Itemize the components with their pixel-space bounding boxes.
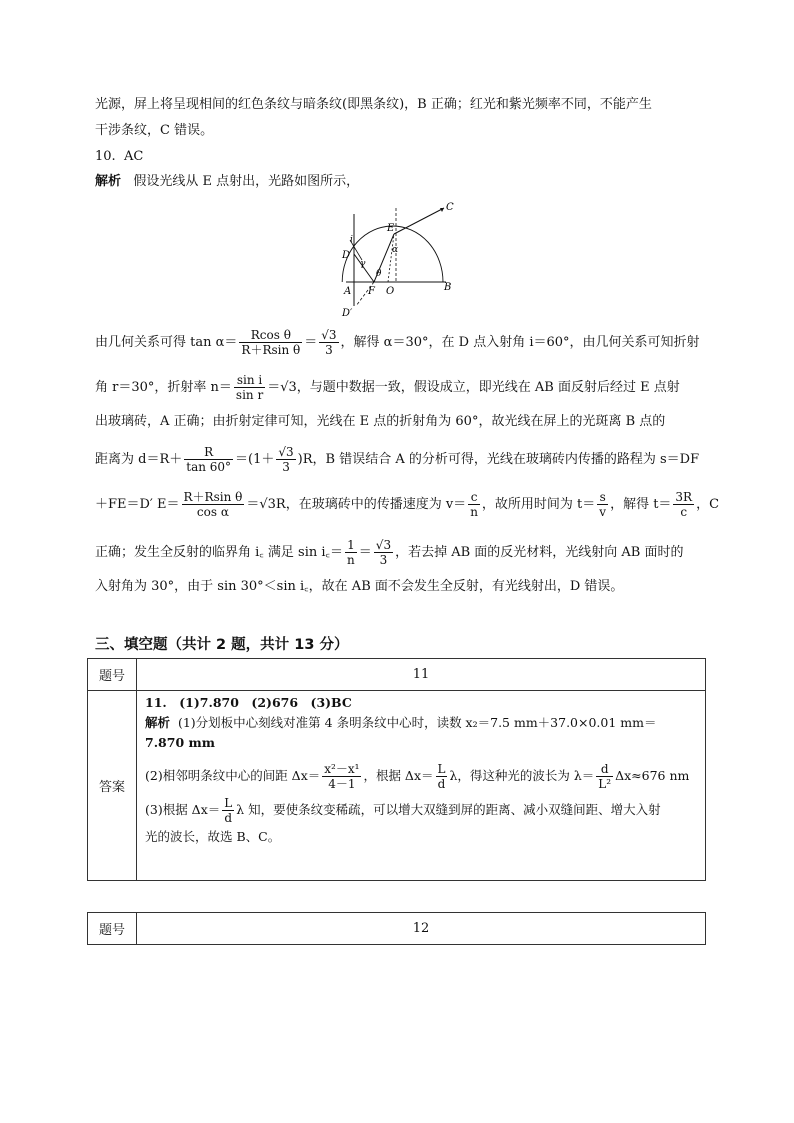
- fraction: [436, 762, 448, 791]
- text: ＝: [358, 545, 372, 560]
- label-C: C: [446, 202, 454, 213]
- text: ＝√3R，在玻璃砖中的传播速度为 v＝: [246, 497, 467, 512]
- text: ，解得 t＝: [610, 497, 672, 512]
- question-number: 10.: [95, 149, 116, 164]
- answer-table-12: [87, 912, 706, 945]
- fraction: [319, 328, 338, 357]
- numerator: c: [468, 490, 480, 505]
- denominator: c: [680, 505, 688, 519]
- label-O: O: [386, 286, 395, 297]
- table-header-value: 11: [137, 659, 706, 691]
- label-alpha: α: [392, 245, 399, 255]
- label-E: E: [387, 223, 395, 234]
- label-theta: θ: [376, 269, 382, 279]
- numerator: sin i: [234, 373, 265, 388]
- fraction: [276, 445, 295, 474]
- text-line: 光源，屏上将呈现相间的红色条纹与暗条纹(即黑条纹)，B 正确；红光和紫光频率不同，不能产生: [95, 97, 652, 112]
- fraction: [182, 490, 245, 519]
- text: (2)相邻明条纹中心的间距 Δx＝: [145, 768, 321, 783]
- numerator: √3: [278, 445, 294, 459]
- fraction: [596, 762, 613, 791]
- table-header-value: 12: [137, 913, 706, 945]
- text: λ，得这种光的波长为 λ＝: [449, 768, 595, 783]
- denominator: sin r: [235, 388, 264, 402]
- numerator: L: [224, 796, 233, 810]
- numerator: d: [596, 762, 613, 777]
- numerator: s: [597, 490, 608, 505]
- fraction: [374, 538, 393, 567]
- fraction: [322, 762, 361, 791]
- label-B: B: [444, 282, 452, 293]
- label-Dprime: D′: [342, 308, 353, 319]
- fraction: [234, 373, 265, 402]
- text: 距离为 d＝R＋: [95, 452, 183, 467]
- analysis-line-2: [95, 373, 680, 402]
- text: (3)根据 Δx＝: [145, 802, 221, 817]
- section-title: 三、填空题（共计 2 题，共计 13 分）: [95, 637, 349, 653]
- label-A: A: [344, 286, 352, 297]
- answer-line: [145, 713, 697, 733]
- analysis-label: 解析: [95, 174, 122, 189]
- numerator: 1: [345, 538, 357, 553]
- text: ＝(1＋: [235, 452, 275, 467]
- numerator: R: [184, 445, 233, 460]
- answer-line: 7.870 mm: [145, 735, 215, 750]
- fraction: [222, 796, 234, 825]
- analysis-line-6: [95, 538, 684, 567]
- text: ，若去掉 AB 面的反光材料，光线射向 AB 面时的: [395, 545, 684, 560]
- text: 由几何关系可得 tan α＝: [95, 335, 238, 350]
- label-gamma: γ: [360, 259, 366, 269]
- answer-content: [137, 691, 706, 881]
- denominator: L²: [598, 777, 612, 791]
- label-i: i: [350, 235, 353, 245]
- text: )R，B 错误结合 A 的分析可得，光线在玻璃砖内传播的路程为 s＝DF: [297, 452, 700, 467]
- numerator: L: [437, 762, 446, 776]
- text: 正确；发生全反射的临界角 i꜀ 满足 sin i꜀＝: [95, 545, 344, 560]
- text: ，C: [696, 497, 720, 512]
- analysis-line-7: 入射角为 30°，由于 sin 30°＜sin i꜀，故在 AB 面不会发生全反射，有光线射出，D 错误。: [95, 579, 624, 594]
- fraction: [468, 490, 480, 519]
- text: 角 r＝30°，折射率 n＝: [95, 380, 232, 395]
- fraction: [673, 490, 694, 519]
- text: ，解得 α＝30°，在 D 点入射角 i＝60°，由几何关系可知折射: [340, 335, 700, 350]
- answer-line: [145, 759, 697, 793]
- denominator: n: [470, 505, 478, 519]
- numerator: √3: [375, 538, 392, 552]
- label-D: D: [342, 250, 351, 261]
- analysis-label: 解析: [145, 715, 171, 730]
- numerator: 3R: [675, 490, 693, 504]
- answer-line: 11. (1)7.870 (2)676 (3)BC: [145, 695, 352, 710]
- label-F: F: [368, 286, 375, 297]
- numerator: R＋Rsin θ: [183, 490, 243, 504]
- text: ，根据 Δx＝: [363, 768, 434, 783]
- denominator: tan 60°: [186, 460, 232, 474]
- denominator: v: [599, 505, 607, 519]
- text: ＋FE＝D′ E＝: [95, 497, 180, 512]
- numerator: Rcos θ: [239, 328, 302, 343]
- fraction: [345, 538, 357, 567]
- text: (1)分划板中心刻线对准第 4 条明条纹中心时，读数 x₂＝7.5 mm＋37.0×0.01 mm＝: [177, 715, 657, 730]
- table-header-label: 题号: [88, 659, 137, 691]
- analysis-line-4: [95, 445, 699, 474]
- text: ，故所用时间为 t＝: [481, 497, 596, 512]
- denominator: R＋Rsin θ: [241, 343, 301, 357]
- analysis-line-3: 出玻璃砖，A 正确；由折射定律可知，光线在 E 点的折射角为 60°，故光线在屏上的光斑离 B 点的: [95, 414, 666, 429]
- table-header-label: 题号: [88, 913, 137, 945]
- fraction: [597, 490, 608, 519]
- denominator: 3: [282, 460, 290, 474]
- numerator: x²－x¹: [324, 762, 360, 776]
- denominator: d: [224, 811, 233, 825]
- denominator: n: [347, 553, 355, 567]
- optics-diagram: [336, 198, 466, 320]
- analysis-line-1: [95, 328, 700, 357]
- numerator: √3: [321, 328, 337, 342]
- denominator: cos α: [196, 505, 229, 519]
- question-10-header: [95, 148, 143, 166]
- answer-table-11: [87, 658, 706, 881]
- question-10-intro: [95, 173, 359, 191]
- text: Δx≈676 nm: [615, 768, 690, 783]
- text: ＝: [304, 335, 318, 350]
- text-line: 干涉条纹，C 错误。: [95, 123, 214, 138]
- answer-line: [145, 793, 697, 827]
- question-answer: AC: [123, 149, 144, 164]
- denominator: 3: [379, 553, 388, 567]
- intro-text: 假设光线从 E 点射出，光路如图所示，: [133, 174, 360, 189]
- denominator: 3: [325, 343, 333, 357]
- denominator: d: [437, 777, 446, 791]
- text: ＝√3，与题中数据一致，假设成立，即光线在 AB 面反射后经过 E 点射: [267, 380, 680, 395]
- answer-label: 答案: [88, 691, 137, 881]
- denominator: 4－1: [328, 777, 356, 791]
- fraction: [184, 445, 233, 474]
- fraction: [239, 328, 302, 357]
- analysis-line-5: [95, 490, 719, 519]
- answer-line: 光的波长，故选 B、C。: [145, 829, 281, 844]
- text: λ 知，要使条纹变稀疏，可以增大双缝到屏的距离、减小双缝间距、增大入射: [236, 802, 661, 817]
